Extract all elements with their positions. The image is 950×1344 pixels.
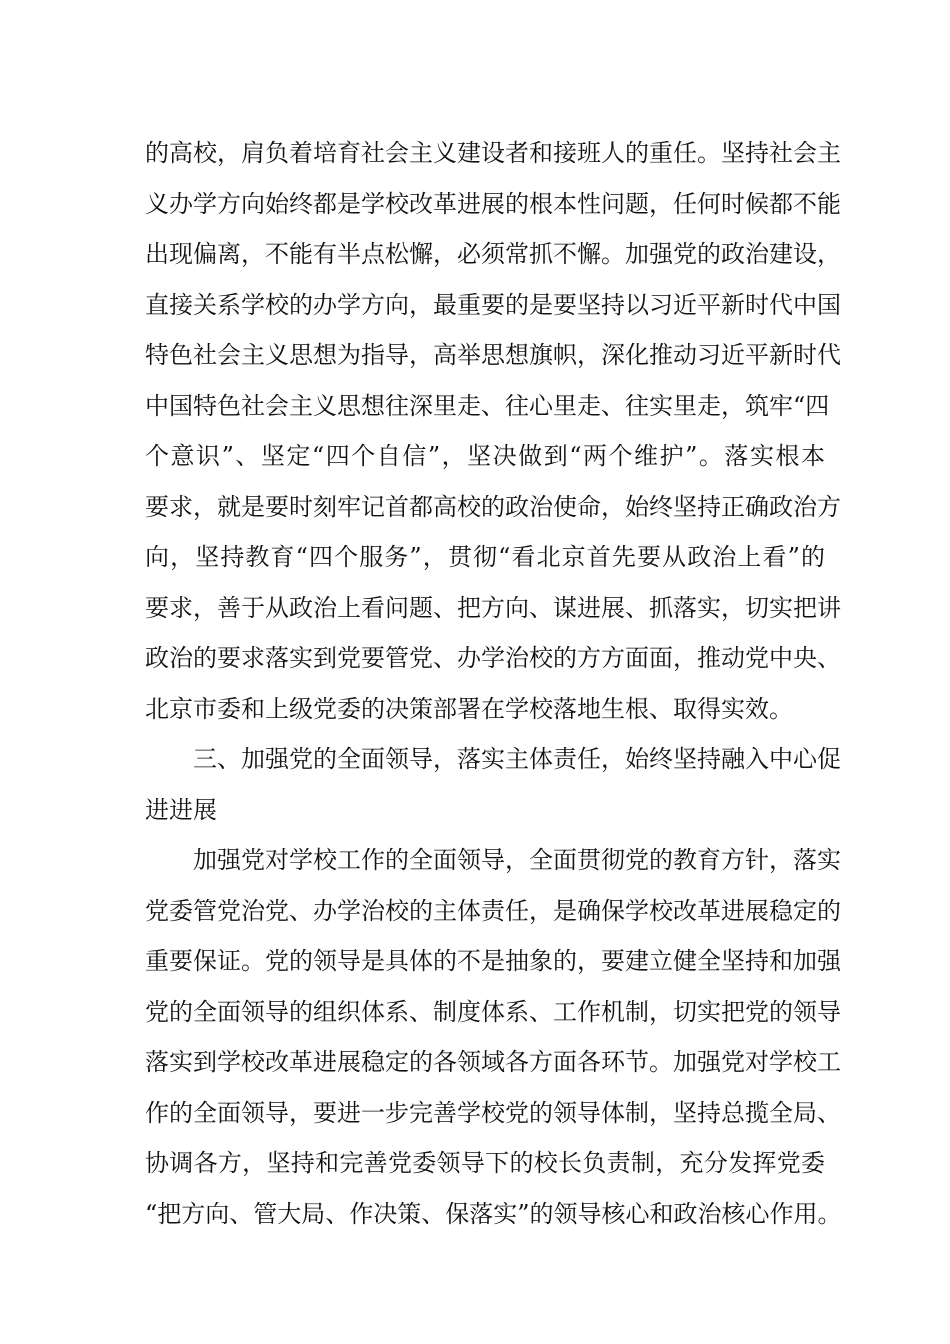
text-line: 中国特色社会主义思想往深里走、往心里走、往实里走，筑牢“四 [145, 391, 830, 420]
text-line: 特色社会主义思想为指导，高举思想旗帜，深化推动习近平新时代 [145, 341, 841, 369]
paragraph-1 [145, 128, 841, 734]
text-line: 党的全面领导的组织体系、制度体系、工作机制，切实把党的领导 [145, 997, 841, 1026]
text-line: “把方向、管大局、作决策、保落实”的领导核心和政治核心作用。 [145, 1199, 842, 1228]
text-line: 落实到学校改革进展稳定的各领域各方面各环节。加强党对学校工 [145, 1048, 841, 1076]
text-line: 作的全面领导，要进一步完善学校党的领导体制，坚持总揽全局、 [145, 1098, 841, 1127]
section-heading-3 [145, 734, 841, 835]
text-line: 义办学方向始终都是学校改革进展的根本性问题，任何时候都不能 [145, 189, 841, 218]
text-line: 北京市委和上级党委的决策部署在学校落地生根、取得实效。 [145, 694, 793, 723]
text-line: 出现偏离，不能有半点松懈，必须常抓不懈。加强党的政治建设， [145, 240, 841, 268]
text-line: 党委管党治党、办学治校的主体责任，是确保学校改革进展稳定的 [145, 896, 841, 925]
text-line: 直接关系学校的办学方向，最重要的是要坚持以习近平新时代中国 [145, 290, 841, 319]
heading-line: 三、加强党的全面领导，落实主体责任，始终坚持融入中心促 [193, 745, 841, 773]
text-line: 协调各方，坚持和完善党委领导下的校长负责制，充分发挥党委 [145, 1149, 825, 1177]
text-line: 个意识”、坚定“四个自信”，坚决做到“两个维护”。落实根本 [145, 442, 825, 470]
text-line: 加强党对学校工作的全面领导，全面贯彻党的教育方针，落实 [193, 846, 841, 874]
document-body [145, 128, 842, 1239]
paragraph-2 [145, 835, 842, 1239]
text-line: 政治的要求落实到党要管党、办学治校的方方面面，推动党中央、 [145, 644, 841, 672]
text-line: 的高校，肩负着培育社会主义建设者和接班人的重任。坚持社会主 [145, 139, 841, 167]
text-line: 要求，善于从政治上看问题、把方向、谋进展、抓落实，切实把讲 [145, 593, 841, 622]
text-line: 重要保证。党的领导是具体的不是抽象的，要建立健全坚持和加强 [145, 947, 841, 975]
text-line: 向，坚持教育“四个服务”，贯彻“看北京首先要从政治上看”的 [145, 543, 825, 571]
text-line: 要求，就是要时刻牢记首都高校的政治使命，始终坚持正确政治方 [145, 492, 841, 521]
heading-line: 进进展 [145, 795, 217, 824]
